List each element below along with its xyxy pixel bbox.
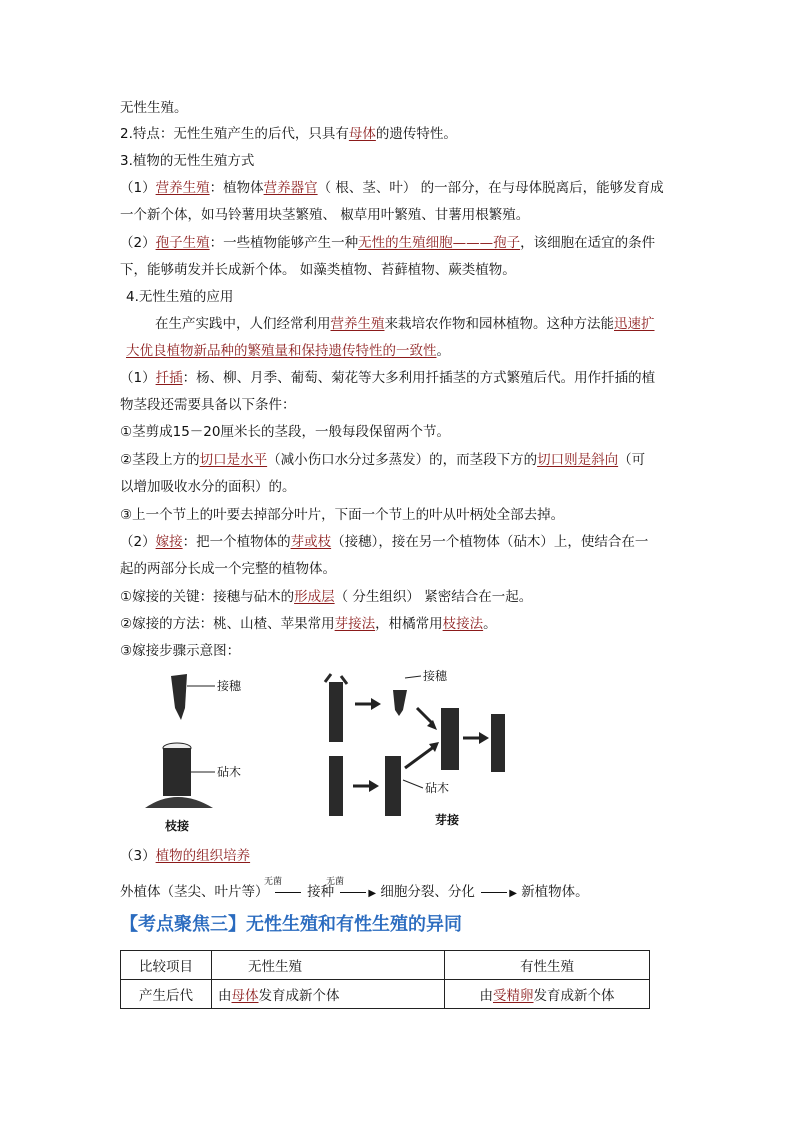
- highlighted-term: 母体: [348, 126, 376, 142]
- table-cell: [445, 980, 650, 1009]
- text: 发育成新个体: [533, 988, 615, 1004]
- grafting-diagram: [135, 668, 505, 838]
- text-line: [120, 233, 680, 253]
- text: （3）: [120, 848, 156, 864]
- text: ，该细胞在适宜的条件: [520, 235, 656, 251]
- text: ：杨、柳、月季、葡萄、菊花等大多利用扦插茎的方式繁殖后代。用作扦插的植: [182, 370, 656, 386]
- text: （2）: [120, 534, 156, 550]
- text: 。: [436, 343, 450, 359]
- text-line: [120, 532, 680, 552]
- highlighted-term: 营养生殖: [155, 180, 210, 196]
- text: ：把一个植物体的: [182, 534, 291, 550]
- cleft-graft-figure: [145, 674, 242, 833]
- stock-label: 砧木: [217, 765, 242, 779]
- highlighted-term: 受精卵: [493, 988, 534, 1004]
- arrow-line: [340, 892, 366, 893]
- text: （可: [618, 452, 646, 468]
- text: ②嫁接的方法：桃、山楂、苹果常用: [120, 616, 335, 632]
- arrow-head: [371, 698, 381, 710]
- text: （ 分生组织） 紧密结合在一起。: [334, 589, 533, 605]
- subheading: [126, 287, 686, 307]
- arrow-head-icon: ▶: [509, 888, 517, 899]
- text-line: [120, 450, 680, 470]
- text: 由: [479, 988, 493, 1004]
- text: 在生产实践中，人们经常利用: [155, 316, 331, 332]
- text: 2.特点：无性生殖产生的后代，只具有: [120, 126, 349, 142]
- text: （ 根、茎、叶） 的一部分，在与母体脱离后，能够发育成: [317, 180, 664, 196]
- text: 新植物体。: [521, 884, 589, 900]
- figure-caption: 芽接: [435, 813, 460, 827]
- text: 的遗传特性。: [375, 126, 457, 142]
- text: 无性生殖。: [120, 100, 188, 116]
- table-header-cell: 有性生殖: [445, 951, 650, 980]
- table-header-cell: 比较项目: [121, 951, 212, 980]
- highlighted-term: 扦插: [155, 370, 183, 386]
- arrow: [417, 708, 433, 724]
- text: 以增加吸收水分的面积）的。: [120, 479, 296, 495]
- highlighted-term: 迅速扩: [614, 316, 655, 332]
- highlighted-term: 嫁接: [155, 534, 183, 550]
- stock-body: [163, 748, 191, 796]
- highlighted-term: 形成层: [294, 589, 335, 605]
- text: ，柑橘常用: [375, 616, 443, 632]
- text: ②茎段上方的: [120, 452, 200, 468]
- arrow-condition-label: 无菌: [264, 877, 283, 887]
- text: 外植体（茎尖、叶片等）: [120, 884, 269, 900]
- text: 。: [483, 616, 497, 632]
- arrow: [405, 746, 435, 768]
- table-header-cell: 无性生殖: [212, 951, 445, 980]
- text: 起的两部分长成一个完整的植物体。: [120, 561, 336, 577]
- text-line: [120, 641, 680, 661]
- scion-label: 接穗: [423, 669, 448, 683]
- text: ①茎剪成15－20厘米长的茎段，一般每段保留两个节。: [120, 424, 450, 440]
- bud-graft-figure: [325, 668, 505, 827]
- highlighted-term: 植物的组织培养: [155, 848, 251, 864]
- table-cell: [212, 980, 445, 1009]
- text-line: [120, 368, 680, 388]
- arrow-head: [479, 732, 489, 744]
- soil-mound: [145, 797, 213, 808]
- highlighted-term: 切口则是斜向: [537, 452, 619, 468]
- wrapped-stem: [491, 714, 505, 772]
- text-line: [120, 477, 680, 497]
- text: 由: [218, 988, 232, 1004]
- text-line: [120, 205, 680, 225]
- scion-shape: [171, 674, 187, 720]
- text-line: [120, 587, 680, 607]
- text: 物茎段还需要具备以下条件：: [120, 397, 296, 413]
- text: 来栽培农作物和园林植物。这种方法能: [384, 316, 614, 332]
- highlighted-term: 芽接法: [334, 616, 376, 632]
- text-line: [120, 614, 680, 634]
- section-heading: 【考点聚焦三】无性生殖和有性生殖的异同: [120, 914, 462, 935]
- text-line: [120, 505, 680, 525]
- highlighted-term: 切口是水平: [199, 452, 268, 468]
- text: 3.植物的无性生殖方式: [120, 153, 255, 169]
- text-line: [126, 341, 686, 361]
- text: 接种: [307, 884, 335, 900]
- text: ③上一个节上的叶要去掉部分叶片，下面一个节上的叶从叶柄处全部去掉。: [120, 507, 565, 523]
- text-line: [120, 395, 680, 415]
- label-leader-line: [405, 676, 421, 678]
- text: （接穗），接在另一个植物体（砧木）上，使结合在一: [331, 534, 649, 550]
- highlighted-term: 营养器官: [263, 180, 318, 196]
- branch-shape: [329, 682, 343, 742]
- figure-caption: 枝接: [165, 819, 190, 833]
- text: （2）: [120, 235, 156, 251]
- comparison-table: [120, 950, 650, 1009]
- text-line: [120, 846, 680, 866]
- table-header-row: [121, 951, 650, 980]
- arrow-head: [369, 780, 379, 792]
- text: ：植物体: [209, 180, 264, 196]
- text: （1）: [120, 180, 156, 196]
- text: 4.无性生殖的应用: [126, 289, 234, 305]
- highlighted-term: 无性的生殖细胞———孢子: [358, 235, 521, 251]
- text-line: [120, 559, 680, 579]
- highlighted-term: 母体: [231, 988, 259, 1004]
- highlighted-term: 大优良植物新品种的繁殖量和保持遗传特性的一致性: [126, 343, 437, 359]
- label-leader-line: [403, 780, 423, 788]
- table-cell: 产生后代: [121, 980, 212, 1009]
- text-line: [120, 98, 680, 118]
- text-line: [120, 260, 680, 280]
- stock-shape: [329, 756, 343, 816]
- text-line: [120, 178, 680, 198]
- text: 细胞分裂、分化: [380, 884, 475, 900]
- highlighted-term: 孢子生殖: [155, 235, 210, 251]
- text: ：一些植物能够产生一种: [209, 235, 359, 251]
- text: 一个新个体，如马铃薯用块茎繁殖、 椒草用叶繁殖、甘薯用根繁殖。: [120, 207, 530, 223]
- text: 下，能够萌发并长成新个体。 如藻类植物、苔藓植物、蕨类植物。: [120, 262, 516, 278]
- text: ③嫁接步骤示意图：: [120, 643, 241, 659]
- highlighted-term: 芽或枝: [290, 534, 332, 550]
- stock-label: 砧木: [425, 781, 450, 795]
- subheading: [120, 151, 680, 171]
- text: ①嫁接的关键：接穗与砧木的: [120, 589, 295, 605]
- text: （1）: [120, 370, 156, 386]
- arrow-line: [481, 892, 507, 893]
- arrow-line: [275, 892, 301, 893]
- text-line: [120, 124, 680, 144]
- grafted-stem: [441, 708, 459, 770]
- highlighted-term: 营养生殖: [330, 316, 385, 332]
- text-line: [155, 314, 715, 334]
- bud-shape: [393, 690, 407, 716]
- text-line: [120, 422, 680, 442]
- text: 发育成新个体: [258, 988, 340, 1004]
- arrow-condition-label: 无菌: [326, 877, 345, 887]
- process-flow: [120, 882, 680, 904]
- table-row: [121, 980, 650, 1009]
- text: （减小伤口水分过多蒸发）的，而茎段下方的: [267, 452, 538, 468]
- arrow-head-icon: ▶: [368, 888, 377, 899]
- cut-stock: [385, 756, 401, 816]
- highlighted-term: 枝接法: [442, 616, 484, 632]
- scion-label: 接穗: [217, 679, 242, 693]
